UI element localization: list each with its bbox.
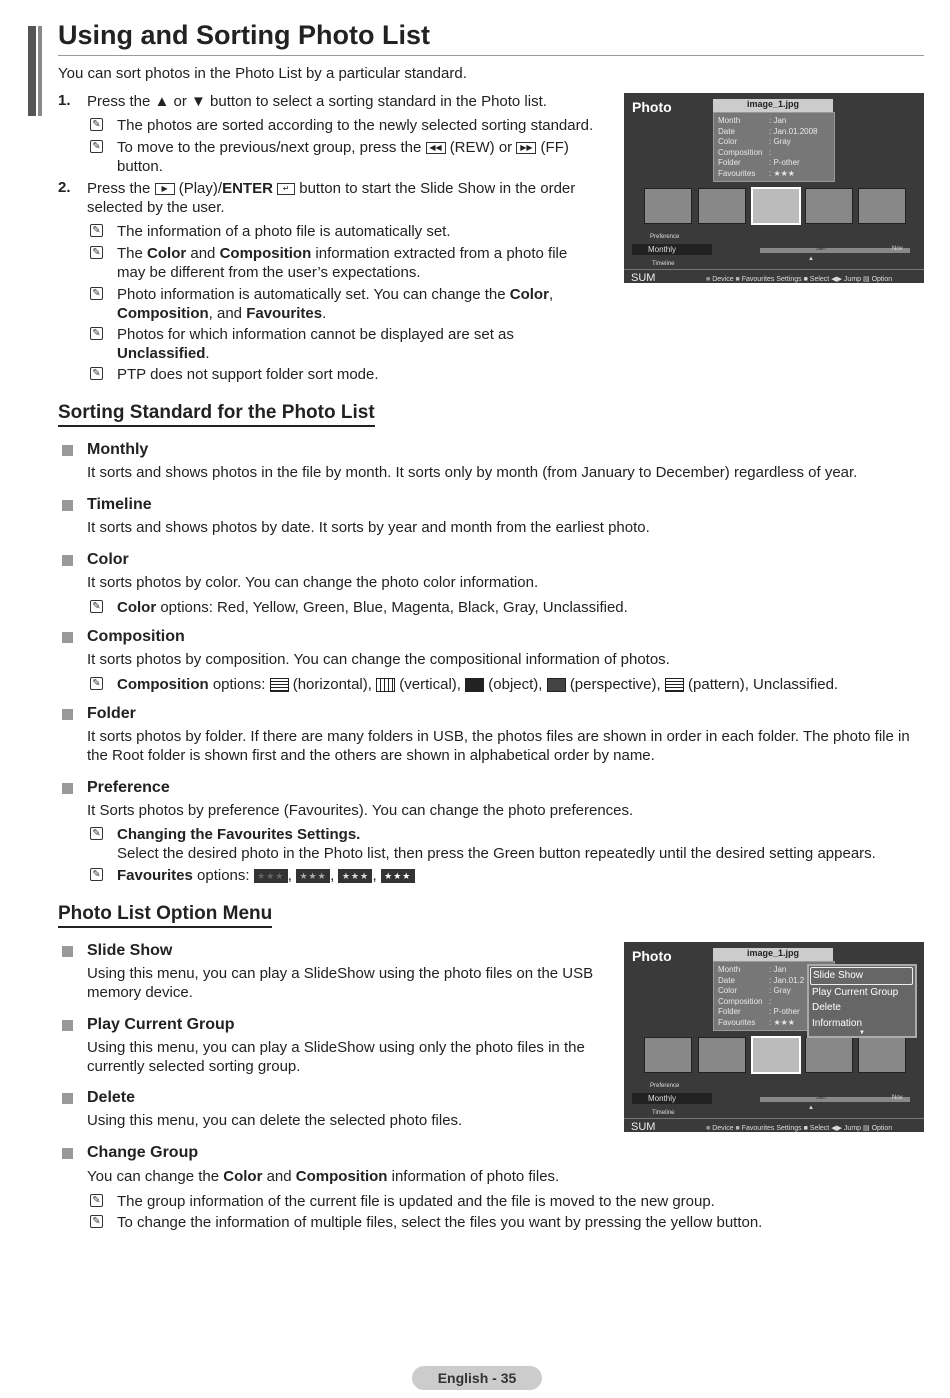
note-text: Favourites options: ★★★ , ★★★ , ★★★ , ★★★	[117, 866, 415, 885]
info-keys: Month Date Color Composition Folder Favourites	[718, 116, 763, 178]
chevron-down-icon: ▼	[859, 1030, 865, 1036]
item-body: It sorts photos by composition. You can change the compositional information of photos.	[87, 651, 670, 668]
note-text: Photos for which information cannot be displayed are set as	[117, 326, 514, 343]
timeline-jan: Jan	[816, 1095, 826, 1101]
enter-icon: ↵	[277, 183, 295, 195]
sort-preference[interactable]: Preference	[650, 1083, 680, 1089]
step-text: Press the ▶ (Play)/ENTER ↵ button to start the Slide Show in the order	[87, 180, 576, 197]
divider	[624, 269, 924, 270]
note-text: The photos are sorted according to the newly selected sorting standard.	[117, 117, 594, 134]
bullet-square	[62, 1093, 73, 1104]
step-number: 1.	[58, 92, 71, 109]
favourites-3-icon: ★★★	[381, 869, 415, 883]
note-text: Color options: Red, Yellow, Green, Blue, Magenta, Black, Gray, Unclassified.	[117, 599, 628, 616]
up-arrow-icon: ▲	[808, 1105, 814, 1111]
favourites-1-icon: ★★★	[296, 869, 330, 883]
favourites-2-icon: ★★★	[338, 869, 372, 883]
note-text: The information of a photo file is automatically set.	[117, 223, 451, 240]
note-icon: ✎	[90, 287, 103, 300]
step-text: Press the ▲ or ▼ button to select a sorting standard in the Photo list.	[87, 93, 547, 110]
note-text-cont: Unclassified.	[117, 345, 210, 362]
timeline-jan: Jan	[816, 246, 826, 252]
pattern-composition-icon	[665, 678, 684, 692]
object-composition-icon	[465, 678, 484, 692]
note-text: Photo information is automatically set. You can change the Color,	[117, 286, 554, 303]
sum-label: SUM	[631, 1121, 656, 1132]
note-icon: ✎	[90, 367, 103, 380]
sort-timeline[interactable]: Timeline	[652, 1110, 675, 1116]
sum-label: SUM	[631, 272, 656, 283]
item-body-cont: currently selected sorting group.	[87, 1058, 301, 1075]
photo-thumbnail[interactable]	[805, 188, 853, 224]
sort-monthly[interactable]: Monthly	[632, 244, 712, 255]
bullet-square	[62, 1020, 73, 1031]
screen-header: Photo	[632, 99, 672, 115]
horizontal-composition-icon	[270, 678, 289, 692]
item-body: Using this menu, you can play a SlideShow using the photo files on the USB	[87, 965, 594, 982]
timeline-nov: Nov	[892, 246, 903, 252]
timeline-bar	[760, 248, 910, 253]
note-icon: ✎	[90, 140, 103, 153]
footer-help: ■ Device ■ Favourites Settings ■ Select ◀▶ Jump ▤ Option	[706, 276, 893, 283]
up-arrow-icon: ▲	[808, 256, 814, 262]
info-values: : Jan : Jan.01.2008 : Gray : : P-other : ★★★	[769, 116, 818, 178]
bullet-square	[62, 632, 73, 643]
note-text: To change the information of multiple files, select the files you want by pressing the yellow button.	[117, 1214, 763, 1231]
note-text-cont: button.	[117, 158, 163, 175]
note-icon: ✎	[90, 118, 103, 131]
photo-thumbnail[interactable]	[858, 1037, 906, 1073]
photo-thumbnail[interactable]	[698, 188, 746, 224]
ff-icon: ▶▶	[516, 142, 536, 154]
note-text: PTP does not support folder sort mode.	[117, 366, 379, 383]
note-icon: ✎	[90, 868, 103, 881]
divider	[624, 1118, 924, 1119]
note-icon: ✎	[90, 224, 103, 237]
bullet-square	[62, 1148, 73, 1159]
bullet-square	[62, 709, 73, 720]
item-title: Play Current Group	[87, 1016, 235, 1033]
rew-icon: ◀◀	[426, 142, 446, 154]
menu-item-play-current-group[interactable]: Play Current Group	[812, 986, 899, 998]
note-icon: ✎	[90, 600, 103, 613]
sort-timeline[interactable]: Timeline	[652, 261, 675, 267]
file-name: image_1.jpg	[713, 99, 833, 112]
note-text: Select the desired photo in the Photo list, then press the Green button repeatedly until the desired setting appears.	[117, 845, 876, 862]
perspective-composition-icon	[547, 678, 566, 692]
item-title: Preference	[87, 779, 170, 796]
option-menu	[807, 964, 917, 1038]
photo-thumbnail[interactable]	[644, 188, 692, 224]
section-heading: Sorting Standard for the Photo List	[58, 402, 375, 427]
screen-header: Photo	[632, 948, 672, 964]
item-title: Change Group	[87, 1144, 199, 1161]
item-title: Folder	[87, 705, 136, 722]
item-title: Delete	[87, 1089, 136, 1106]
note-icon: ✎	[90, 1215, 103, 1228]
photo-thumbnail[interactable]	[858, 188, 906, 224]
menu-item-information[interactable]: Information	[812, 1017, 863, 1029]
item-title: Color	[87, 551, 129, 568]
item-body: It sorts and shows photos in the file by month. It sorts only by month (from January to December) regardless of year.	[87, 464, 858, 481]
title-rule	[58, 55, 924, 56]
bullet-square	[62, 445, 73, 456]
sort-preference[interactable]: Preference	[650, 234, 680, 240]
note-text: The Color and Composition information extracted from a photo file	[117, 245, 568, 262]
bullet-square	[62, 555, 73, 566]
photo-thumbnail-selected[interactable]	[751, 1036, 801, 1074]
menu-item-slide-show[interactable]: Slide Show	[810, 967, 913, 985]
item-title: Slide Show	[87, 942, 173, 959]
timeline-bar	[760, 1097, 910, 1102]
margin-bar	[28, 26, 36, 116]
item-title: Composition	[87, 628, 185, 645]
note-text: Composition options: (horizontal), (vertical), (object), (perspective), (pattern), Unclassified.	[117, 676, 839, 693]
footer-help: ■ Device ■ Favourites Settings ■ Select ◀▶ Jump ▤ Option	[706, 1125, 893, 1132]
note-icon: ✎	[90, 677, 103, 690]
item-body: Using this menu, you can play a SlideShow using only the photo files in the	[87, 1039, 585, 1056]
item-title: Monthly	[87, 441, 149, 458]
play-icon: ▶	[155, 183, 175, 195]
note-icon: ✎	[90, 1194, 103, 1207]
file-name: image_1.jpg	[713, 948, 833, 961]
item-body-cont: the Root folder is shown first and the others are shown in alphabetical order by name.	[87, 747, 655, 764]
intro-text: You can sort photos in the Photo List by a particular standard.	[58, 65, 467, 82]
tv-screen-photo-list	[624, 93, 924, 283]
note-title: Changing the Favourites Settings.	[117, 826, 361, 843]
note-icon: ✎	[90, 827, 103, 840]
step-text-cont: selected by the user.	[87, 199, 225, 216]
bullet-square	[62, 500, 73, 511]
info-keys: Month Date Color Composition Folder Favourites	[718, 965, 763, 1027]
info-values: : Jan : Jan.01.2 : Gray : : P-other : ★★★	[769, 965, 805, 1027]
note-icon: ✎	[90, 246, 103, 259]
bullet-square	[62, 946, 73, 957]
item-title: Timeline	[87, 496, 152, 513]
item-body: It sorts photos by color. You can change the photo color information.	[87, 574, 539, 591]
item-body: You can change the Color and Composition information of photo files.	[87, 1168, 560, 1185]
sort-monthly[interactable]: Monthly	[632, 1093, 712, 1104]
info-panel	[713, 112, 835, 182]
tv-screen-option-menu	[624, 942, 924, 1132]
note-text: The group information of the current file is updated and the file is moved to the new group.	[117, 1193, 715, 1210]
note-text-cont: Composition, and Favourites.	[117, 305, 327, 322]
item-body: It sorts and shows photos by date. It sorts by year and month from the earliest photo.	[87, 519, 650, 536]
note-icon: ✎	[90, 327, 103, 340]
photo-thumbnail[interactable]	[805, 1037, 853, 1073]
item-body: It sorts photos by folder. If there are many folders in USB, the photos files are shown in order in each folder. The photo file in	[87, 728, 910, 745]
page-title: Using and Sorting Photo List	[58, 20, 430, 50]
bullet-square	[62, 783, 73, 794]
vertical-composition-icon	[376, 678, 395, 692]
photo-thumbnail[interactable]	[698, 1037, 746, 1073]
page-number: English - 35	[412, 1366, 542, 1390]
step-number: 2.	[58, 179, 71, 196]
menu-item-delete[interactable]: Delete	[812, 1002, 841, 1013]
section-heading: Photo List Option Menu	[58, 903, 272, 928]
margin-bar-thin	[38, 26, 42, 116]
favourites-0-icon: ★★★	[254, 869, 288, 883]
timeline-nov: Nov	[892, 1095, 903, 1101]
note-text-cont: may be different from the user’s expectations.	[117, 264, 421, 281]
item-body-cont: memory device.	[87, 984, 193, 1001]
item-body: Using this menu, you can delete the selected photo files.	[87, 1112, 463, 1129]
photo-thumbnail-selected[interactable]	[751, 187, 801, 225]
note-text: To move to the previous/next group, press the ◀◀ (REW) or ▶▶ (FF)	[117, 139, 569, 156]
photo-thumbnail[interactable]	[644, 1037, 692, 1073]
item-body: It Sorts photos by preference (Favourites). You can change the photo preferences.	[87, 802, 634, 819]
